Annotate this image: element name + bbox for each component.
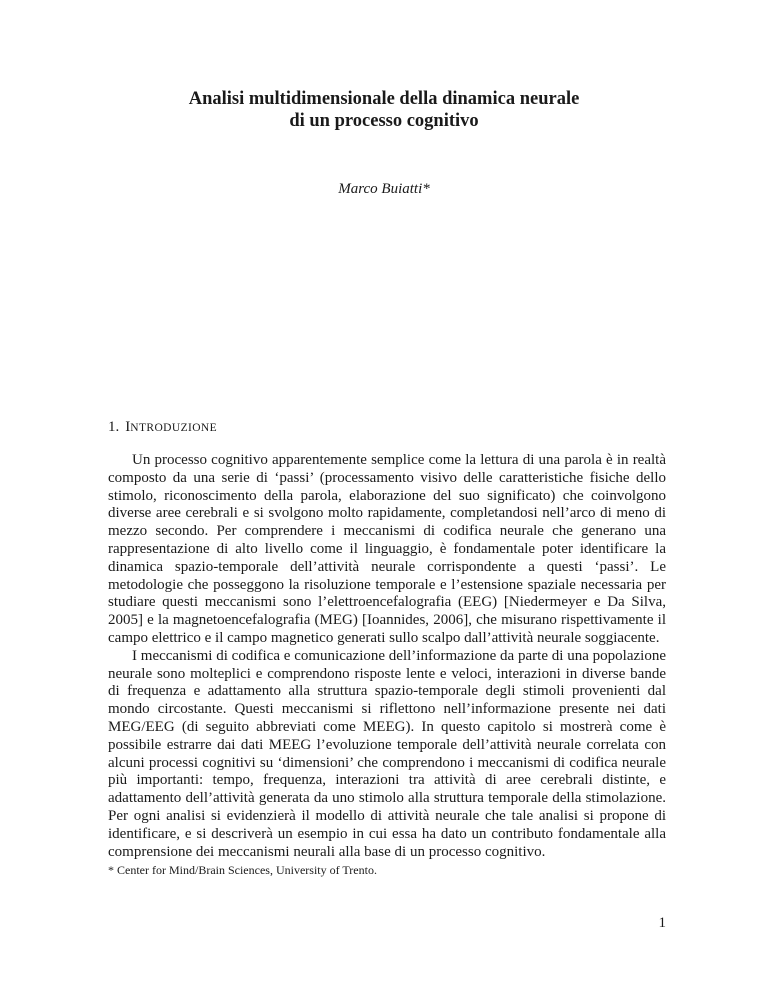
section-number: 1. bbox=[108, 419, 120, 435]
paper-title-line-1: Analisi multidimensionale della dinamica neurale bbox=[188, 89, 580, 109]
paragraph-2: I meccanismi di codifica e comunicazione dell’informazione da parte di una popolazione neurale sono molteplici e comprendono risposte lente e veloci, interazioni in diverse bande di frequenza e adattamento alla struttura spazio-temporale degli stimoli provenienti dal mondo circostante. Questi meccanismi si riflettono nell’informazione presente nei dati MEG/EEG (di seguito abbreviati come MEEG). In questo capitolo si mostrerà come è possibile estrarre dai dati MEEG l’evoluzione temporale dell’attività neurale correlata con alcuni processi cognitivi su ‘dimensioni’ che comprendono i meccanismi di codifica neurale più importanti: tempo, frequenza, interazioni tra attività di aree cerebrali distinte, e adattamento dell’attività generata da uno stimolo alla struttura temporale della stimolazione. Per ogni analisi si evidenzierà il modello di attività neurale che tale analisi si propone di identificare, e si descriverà un esempio in cui essa ha dato un contributo fondamentale alla comprensione dei meccanismi neurali alla base di un processo cognitivo. bbox=[108, 647, 666, 860]
section-heading bbox=[108, 418, 217, 437]
paper-title-line-2: di un processo cognitivo bbox=[289, 111, 479, 131]
paragraph-1: Un processo cognitivo apparentemente semplice come la lettura di una parola è in realtà composto da una serie di ‘passi’ (processamento visivo delle caratteristiche fisiche dello stimolo, riconoscimento della parola, elaborazione del suo significato) che coinvolgono diverse aree cerebrali e si svolgono molto rapidamente, completandosi nell’arco di meno di mezzo secondo. Per comprendere i meccanismi di codifica neurale che generano una rappresentazione di alto livello come il linguaggio, è fondamentale poter identificare la dinamica spazio-temporale dell’attività neurale corrispondente a questi ‘passi’. Le metodologie che posseggono la risoluzione temporale e l’estensione spaziale necessaria per studiare questi meccanismi sono l’elettroencefalografia (EEG) [Niedermeyer e Da Silva, 2005] e la magnetoencefalografia (MEG) [Ioannides, 2006], che misurano rispettivamente il campo elettrico e il campo magnetico generati sullo scalpo dall’attività neurale soggiacente. bbox=[108, 452, 666, 646]
author-name: Marco Buiatti* bbox=[338, 181, 430, 197]
paper-title bbox=[0, 88, 768, 132]
section-title-initial: I bbox=[125, 419, 131, 435]
page-number: 1 bbox=[658, 915, 666, 931]
section-title-rest: NTRODUZIONE bbox=[130, 422, 218, 434]
body-text bbox=[108, 452, 666, 861]
footnote: * Center for Mind/Brain Sciences, University of Trento. bbox=[108, 863, 377, 877]
